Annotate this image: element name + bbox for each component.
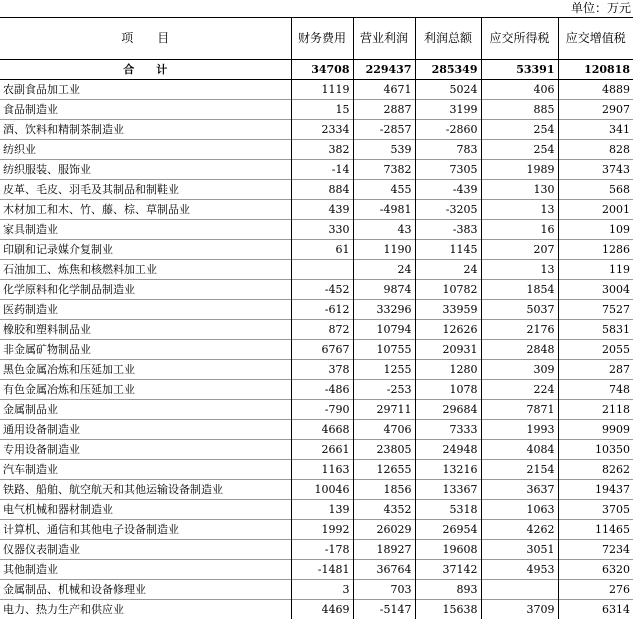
table-row (0, 160, 633, 180)
cell-value: 16 (481, 220, 558, 240)
cell-value: 872 (291, 320, 353, 340)
cell-value: 893 (415, 580, 481, 600)
table-row (0, 400, 633, 420)
cell-value: 15638 (415, 600, 481, 619)
table-row (0, 540, 633, 560)
cell-value: 37142 (415, 560, 481, 580)
table-row (0, 260, 633, 280)
cell-value: 7527 (558, 300, 633, 320)
cell-value: 5831 (558, 320, 633, 340)
cell-value: 4671 (353, 80, 415, 100)
industry-name: 有色金属冶炼和压延加工业 (0, 380, 291, 400)
cell-value: -2857 (353, 120, 415, 140)
table-row (0, 100, 633, 120)
table-row (0, 220, 633, 240)
cell-value: 783 (415, 140, 481, 160)
cell-value: 885 (481, 100, 558, 120)
table-row (0, 460, 633, 480)
industry-name: 专用设备制造业 (0, 440, 291, 460)
cell-value: 378 (291, 360, 353, 380)
cell-value: 33959 (415, 300, 481, 320)
industry-name: 纺织服装、服饰业 (0, 160, 291, 180)
table-row (0, 240, 633, 260)
cell-value: 4889 (558, 80, 633, 100)
cell-value: 4706 (353, 420, 415, 440)
table-row (0, 600, 633, 619)
industry-name: 家具制造业 (0, 220, 291, 240)
cell-value: 26954 (415, 520, 481, 540)
cell-value: -1481 (291, 560, 353, 580)
header-operating-profit: 营业利润 (353, 18, 415, 60)
cell-value: 10755 (353, 340, 415, 360)
cell-value: 61 (291, 240, 353, 260)
cell-value: 12655 (353, 460, 415, 480)
cell-value: 29684 (415, 400, 481, 420)
header-financial-expenses: 财务费用 (291, 18, 353, 60)
cell-value: 4668 (291, 420, 353, 440)
cell-value: 2001 (558, 200, 633, 220)
cell-value: 2154 (481, 460, 558, 480)
cell-value: 341 (558, 120, 633, 140)
cell-value: 3637 (481, 480, 558, 500)
cell-value: 1145 (415, 240, 481, 260)
cell-value: 748 (558, 380, 633, 400)
cell-value: -383 (415, 220, 481, 240)
industry-name: 橡胶和塑料制品业 (0, 320, 291, 340)
cell-value: 10794 (353, 320, 415, 340)
cell-value: -14 (291, 160, 353, 180)
cell-value: -612 (291, 300, 353, 320)
cell-value: 13 (481, 260, 558, 280)
cell-value: 130 (481, 180, 558, 200)
cell-value: -486 (291, 380, 353, 400)
table-row (0, 440, 633, 460)
cell-value: 3199 (415, 100, 481, 120)
industry-name: 医药制造业 (0, 300, 291, 320)
header-item: 项 目 (0, 18, 291, 60)
cell-value: -790 (291, 400, 353, 420)
industry-name: 电力、热力生产和供应业 (0, 600, 291, 619)
cell-value: 24948 (415, 440, 481, 460)
industry-name: 金属制品业 (0, 400, 291, 420)
cell-value: 19437 (558, 480, 633, 500)
cell-value: 2055 (558, 340, 633, 360)
cell-value: 10782 (415, 280, 481, 300)
cell-value: 4084 (481, 440, 558, 460)
cell-value: 2661 (291, 440, 353, 460)
total-value: 34708 (291, 60, 353, 80)
cell-value: 5318 (415, 500, 481, 520)
cell-value: 13216 (415, 460, 481, 480)
cell-value: 12626 (415, 320, 481, 340)
cell-value: 119 (558, 260, 633, 280)
table-row (0, 560, 633, 580)
statistics-table (0, 17, 633, 619)
industry-name: 其他制造业 (0, 560, 291, 580)
cell-value: 3004 (558, 280, 633, 300)
industry-name: 农副食品加工业 (0, 80, 291, 100)
cell-value: 36764 (353, 560, 415, 580)
cell-value (291, 260, 353, 280)
table-header-row (0, 18, 633, 60)
cell-value: 406 (481, 80, 558, 100)
cell-value: 9909 (558, 420, 633, 440)
table-row (0, 380, 633, 400)
cell-value: 2887 (353, 100, 415, 120)
cell-value: 1286 (558, 240, 633, 260)
cell-value: 2907 (558, 100, 633, 120)
table-row (0, 360, 633, 380)
industry-name: 通用设备制造业 (0, 420, 291, 440)
total-label: 合 计 (0, 60, 291, 80)
table-row (0, 300, 633, 320)
total-row (0, 60, 633, 80)
cell-value: 10046 (291, 480, 353, 500)
industry-name: 汽车制造业 (0, 460, 291, 480)
cell-value: 109 (558, 220, 633, 240)
cell-value: 4953 (481, 560, 558, 580)
cell-value: 884 (291, 180, 353, 200)
industry-name: 酒、饮料和精制茶制造业 (0, 120, 291, 140)
cell-value: 276 (558, 580, 633, 600)
cell-value: 23805 (353, 440, 415, 460)
table-row (0, 200, 633, 220)
cell-value: 207 (481, 240, 558, 260)
table-row (0, 520, 633, 540)
cell-value: 1163 (291, 460, 353, 480)
cell-value: 382 (291, 140, 353, 160)
cell-value: 2176 (481, 320, 558, 340)
table-row (0, 140, 633, 160)
cell-value: 29711 (353, 400, 415, 420)
header-vat: 应交增值税 (558, 18, 633, 60)
cell-value: 18927 (353, 540, 415, 560)
cell-value: 7305 (415, 160, 481, 180)
cell-value: 828 (558, 140, 633, 160)
cell-value: 13367 (415, 480, 481, 500)
cell-value: -5147 (353, 600, 415, 619)
cell-value: 7382 (353, 160, 415, 180)
cell-value: 439 (291, 200, 353, 220)
cell-value: 6314 (558, 600, 633, 619)
total-value: 229437 (353, 60, 415, 80)
cell-value: 6320 (558, 560, 633, 580)
cell-value: 330 (291, 220, 353, 240)
cell-value: 254 (481, 140, 558, 160)
cell-value: 1119 (291, 80, 353, 100)
table-row (0, 180, 633, 200)
industry-name: 食品制造业 (0, 100, 291, 120)
table-row (0, 580, 633, 600)
cell-value: 15 (291, 100, 353, 120)
industry-name: 化学原料和化学制品制造业 (0, 280, 291, 300)
cell-value: 2848 (481, 340, 558, 360)
industry-name: 电气机械和器材制造业 (0, 500, 291, 520)
cell-value: 13 (481, 200, 558, 220)
industry-name: 纺织业 (0, 140, 291, 160)
header-total-profit: 利润总额 (415, 18, 481, 60)
cell-value: 2334 (291, 120, 353, 140)
industry-name: 黑色金属冶炼和压延加工业 (0, 360, 291, 380)
industry-name: 皮革、毛皮、羽毛及其制品和制鞋业 (0, 180, 291, 200)
cell-value: 11465 (558, 520, 633, 540)
total-value: 120818 (558, 60, 633, 80)
cell-value: 7333 (415, 420, 481, 440)
industry-name: 木材加工和木、竹、藤、棕、草制品业 (0, 200, 291, 220)
cell-value: 3709 (481, 600, 558, 619)
cell-value: -452 (291, 280, 353, 300)
cell-value: 1078 (415, 380, 481, 400)
industry-name: 金属制品、机械和设备修理业 (0, 580, 291, 600)
cell-value: 3705 (558, 500, 633, 520)
total-value: 53391 (481, 60, 558, 80)
table-row (0, 340, 633, 360)
cell-value: 224 (481, 380, 558, 400)
table-row (0, 480, 633, 500)
cell-value: 26029 (353, 520, 415, 540)
cell-value: 139 (291, 500, 353, 520)
table-row (0, 120, 633, 140)
cell-value: 1993 (481, 420, 558, 440)
cell-value: 539 (353, 140, 415, 160)
cell-value: 455 (353, 180, 415, 200)
cell-value: 10350 (558, 440, 633, 460)
cell-value: 43 (353, 220, 415, 240)
cell-value: 7234 (558, 540, 633, 560)
cell-value: 2118 (558, 400, 633, 420)
cell-value: 1063 (481, 500, 558, 520)
cell-value: 1992 (291, 520, 353, 540)
cell-value: 24 (353, 260, 415, 280)
cell-value: 3743 (558, 160, 633, 180)
cell-value: 703 (353, 580, 415, 600)
cell-value: 1280 (415, 360, 481, 380)
cell-value: -4981 (353, 200, 415, 220)
industry-name: 石油加工、炼焦和核燃料加工业 (0, 260, 291, 280)
cell-value: 1854 (481, 280, 558, 300)
table-row (0, 500, 633, 520)
cell-value: 8262 (558, 460, 633, 480)
cell-value: 33296 (353, 300, 415, 320)
industry-name: 铁路、船舶、航空航天和其他运输设备制造业 (0, 480, 291, 500)
table-row (0, 420, 633, 440)
table-row (0, 320, 633, 340)
industry-name: 非金属矿物制品业 (0, 340, 291, 360)
cell-value: 309 (481, 360, 558, 380)
cell-value: 1989 (481, 160, 558, 180)
cell-value: -178 (291, 540, 353, 560)
cell-value: 24 (415, 260, 481, 280)
cell-value (481, 580, 558, 600)
table-row (0, 80, 633, 100)
cell-value: 3051 (481, 540, 558, 560)
unit-label: 单位：万元 (571, 1, 631, 15)
cell-value: 287 (558, 360, 633, 380)
header-income-tax: 应交所得税 (481, 18, 558, 60)
table-row (0, 280, 633, 300)
cell-value: 7871 (481, 400, 558, 420)
cell-value: 568 (558, 180, 633, 200)
cell-value: 1255 (353, 360, 415, 380)
cell-value: 9874 (353, 280, 415, 300)
cell-value: 254 (481, 120, 558, 140)
cell-value: -439 (415, 180, 481, 200)
cell-value: 5037 (481, 300, 558, 320)
cell-value: 20931 (415, 340, 481, 360)
cell-value: -253 (353, 380, 415, 400)
cell-value: -2860 (415, 120, 481, 140)
cell-value: 4262 (481, 520, 558, 540)
cell-value: 19608 (415, 540, 481, 560)
cell-value: -3205 (415, 200, 481, 220)
cell-value: 6767 (291, 340, 353, 360)
industry-name: 印刷和记录媒介复制业 (0, 240, 291, 260)
cell-value: 3 (291, 580, 353, 600)
cell-value: 1856 (353, 480, 415, 500)
cell-value: 5024 (415, 80, 481, 100)
cell-value: 1190 (353, 240, 415, 260)
industry-name: 仪器仪表制造业 (0, 540, 291, 560)
total-value: 285349 (415, 60, 481, 80)
cell-value: 4352 (353, 500, 415, 520)
cell-value: 4469 (291, 600, 353, 619)
industry-name: 计算机、通信和其他电子设备制造业 (0, 520, 291, 540)
